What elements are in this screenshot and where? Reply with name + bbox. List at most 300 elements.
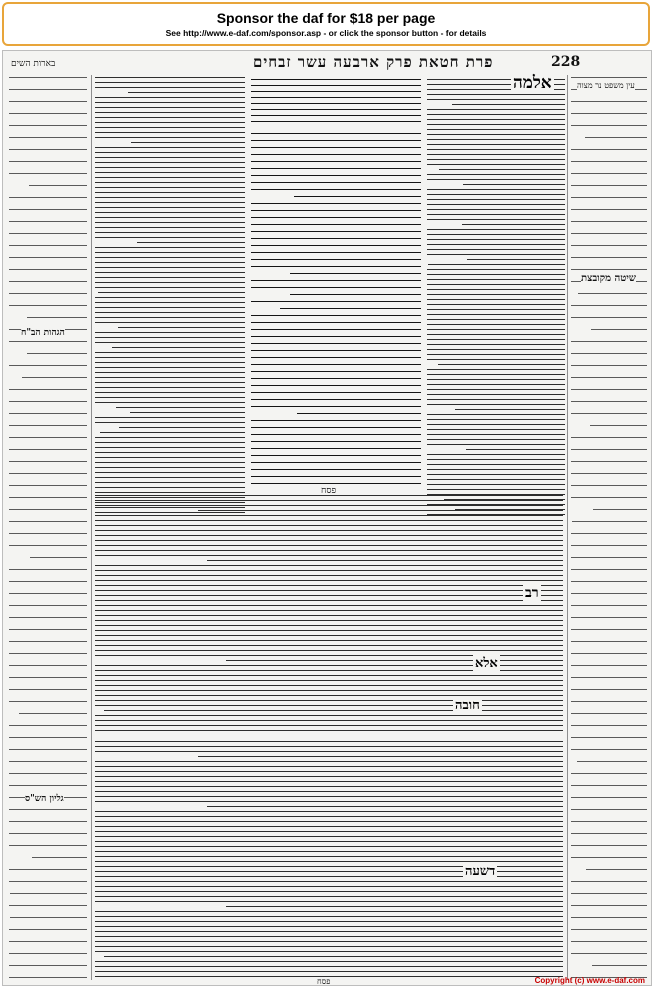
text-line <box>9 821 87 822</box>
text-line <box>95 685 563 686</box>
text-line <box>95 786 563 787</box>
text-line <box>427 94 565 95</box>
text-line <box>95 505 563 506</box>
text-line <box>95 172 245 173</box>
text-line <box>571 161 647 162</box>
text-line <box>571 305 647 306</box>
text-line <box>95 382 245 383</box>
shita-mekubetzet-label: שיטה מקובצת <box>581 273 636 284</box>
text-line <box>27 317 87 318</box>
text-line <box>22 377 87 378</box>
text-line <box>95 796 563 797</box>
text-line <box>9 437 87 438</box>
text-line <box>9 365 87 366</box>
text-line <box>427 164 565 165</box>
text-line <box>427 279 565 280</box>
text-line <box>571 917 647 918</box>
text-line <box>571 113 647 114</box>
text-line <box>427 339 565 340</box>
text-line <box>571 413 647 414</box>
page-title: פרת חטאת פרק ארבעה עשר זבחים <box>253 53 494 71</box>
text-line <box>571 377 647 378</box>
text-line <box>95 741 563 742</box>
text-line <box>571 797 647 798</box>
sponsor-banner-subtitle: See http://www.e-daf.com/sponsor.asp - or click the sponsor button - for details <box>165 28 487 38</box>
text-line <box>427 484 565 485</box>
text-line <box>251 315 421 316</box>
text-line <box>95 282 245 283</box>
text-line <box>571 677 647 678</box>
text-line <box>9 521 87 522</box>
text-line <box>251 217 421 218</box>
text-line <box>95 836 563 837</box>
text-line <box>95 886 563 887</box>
text-line <box>571 545 647 546</box>
text-line <box>9 269 87 270</box>
text-line <box>427 234 565 235</box>
text-line <box>571 629 647 630</box>
text-line <box>571 581 647 582</box>
sponsor-banner[interactable] <box>2 2 650 46</box>
text-line <box>427 369 565 370</box>
text-line <box>95 452 245 453</box>
text-line <box>463 184 565 185</box>
text-line <box>95 182 245 183</box>
commentary-bottom-block <box>95 739 563 979</box>
text-line <box>427 214 565 215</box>
text-line <box>95 535 563 536</box>
text-line <box>9 905 87 906</box>
text-line <box>571 833 647 834</box>
text-line <box>251 189 421 190</box>
text-line <box>95 891 563 892</box>
text-line <box>9 773 87 774</box>
text-line <box>95 650 563 651</box>
text-line <box>571 485 647 486</box>
text-line <box>119 427 245 428</box>
text-line <box>427 439 565 440</box>
text-line <box>251 121 421 122</box>
text-line <box>290 273 421 274</box>
text-line <box>9 809 87 810</box>
text-line <box>427 124 565 125</box>
text-line <box>19 713 87 714</box>
text-line <box>571 533 647 534</box>
text-line <box>10 893 87 894</box>
section-word-bottom: דשעה <box>465 864 496 879</box>
text-line <box>95 700 563 701</box>
text-line <box>571 701 647 702</box>
text-line <box>427 304 565 305</box>
text-line <box>571 737 647 738</box>
text-line <box>251 462 421 463</box>
talmud-page-scan <box>2 50 652 986</box>
text-line <box>571 269 647 270</box>
text-line <box>95 437 245 438</box>
text-line <box>427 479 565 480</box>
text-line <box>251 350 421 351</box>
text-line <box>95 227 245 228</box>
text-line <box>95 781 563 782</box>
text-line <box>9 233 87 234</box>
text-line <box>9 665 87 666</box>
text-line <box>571 437 647 438</box>
text-line <box>427 274 565 275</box>
text-line <box>251 133 421 134</box>
text-line <box>95 237 245 238</box>
text-line <box>9 257 87 258</box>
text-line <box>466 449 565 450</box>
text-line <box>95 332 245 333</box>
text-line <box>251 140 421 141</box>
text-line <box>95 87 245 88</box>
text-line <box>95 916 563 917</box>
text-line <box>427 179 565 180</box>
text-line <box>427 354 565 355</box>
text-line <box>251 168 421 169</box>
text-line <box>571 77 647 78</box>
text-line <box>427 299 565 300</box>
text-line <box>427 199 565 200</box>
text-line <box>571 821 647 822</box>
text-line <box>9 113 87 114</box>
text-line <box>9 653 87 654</box>
text-line <box>571 101 647 102</box>
text-line <box>98 292 245 293</box>
text-line <box>95 222 245 223</box>
text-line <box>427 329 565 330</box>
text-line <box>95 377 245 378</box>
text-line <box>571 641 647 642</box>
text-line <box>9 725 87 726</box>
text-line <box>571 209 647 210</box>
text-line <box>427 424 565 425</box>
text-line <box>251 91 421 92</box>
text-line <box>571 449 647 450</box>
text-line <box>9 761 87 762</box>
text-line <box>9 413 87 414</box>
text-line <box>427 149 565 150</box>
text-line <box>427 244 565 245</box>
text-line <box>592 965 647 966</box>
text-line <box>251 79 421 80</box>
text-line <box>95 442 245 443</box>
text-line <box>571 365 647 366</box>
text-line <box>95 931 563 932</box>
text-line <box>95 640 563 641</box>
text-line <box>427 284 565 285</box>
text-line <box>571 557 647 558</box>
gemara-header-block <box>251 77 421 127</box>
text-line <box>251 259 421 260</box>
text-line <box>9 425 87 426</box>
text-line <box>95 122 245 123</box>
section-word-ela: אלא <box>475 656 498 671</box>
text-line <box>95 272 245 273</box>
left-margin-column <box>9 75 87 980</box>
text-line <box>427 139 565 140</box>
text-line <box>577 761 647 762</box>
text-line <box>251 103 421 104</box>
text-line <box>9 737 87 738</box>
text-line <box>95 545 563 546</box>
text-line <box>571 941 647 942</box>
text-line <box>427 99 565 100</box>
text-line <box>29 185 88 186</box>
text-line <box>427 294 565 295</box>
text-line <box>251 175 421 176</box>
text-line <box>95 720 563 721</box>
text-line <box>95 322 245 323</box>
text-line <box>95 132 245 133</box>
text-line <box>95 342 245 343</box>
text-line <box>571 317 647 318</box>
text-line <box>95 137 245 138</box>
text-line <box>95 397 245 398</box>
text-line <box>95 555 563 556</box>
text-line <box>104 956 563 957</box>
text-line <box>297 413 421 414</box>
text-line <box>9 485 87 486</box>
text-line <box>95 317 245 318</box>
text-line <box>572 521 647 522</box>
text-line <box>9 533 87 534</box>
text-line <box>251 322 421 323</box>
text-line <box>95 462 245 463</box>
right-margin-column <box>571 75 647 980</box>
text-line <box>95 595 563 596</box>
text-line <box>571 725 647 726</box>
text-line <box>95 97 245 98</box>
text-line <box>427 209 565 210</box>
text-line <box>95 590 563 591</box>
text-line <box>95 630 563 631</box>
text-line <box>427 464 565 465</box>
text-line <box>9 173 87 174</box>
text-line <box>95 645 563 646</box>
text-line <box>251 378 421 379</box>
text-line <box>251 420 421 421</box>
text-line <box>118 327 246 328</box>
text-line <box>427 414 565 415</box>
text-line <box>95 472 245 473</box>
text-line <box>251 469 421 470</box>
text-line <box>9 149 87 150</box>
text-line <box>95 831 563 832</box>
text-line <box>95 675 563 676</box>
text-line <box>226 906 563 907</box>
text-line <box>9 845 87 846</box>
text-line <box>95 841 563 842</box>
text-line <box>9 929 87 930</box>
text-line <box>95 367 245 368</box>
text-line <box>95 297 245 298</box>
text-line <box>427 359 565 360</box>
text-line <box>280 308 421 309</box>
text-line <box>95 926 563 927</box>
text-line <box>9 977 87 978</box>
text-line <box>95 402 245 403</box>
text-line <box>590 425 647 426</box>
gilyon-label: גליון הש"ס <box>25 794 64 804</box>
text-line <box>9 125 87 126</box>
text-line <box>586 869 647 870</box>
text-line <box>251 448 421 449</box>
text-line <box>95 550 563 551</box>
text-line <box>95 107 245 108</box>
text-line <box>427 389 565 390</box>
text-line <box>9 569 87 570</box>
text-line <box>95 177 245 178</box>
text-line <box>9 305 87 306</box>
text-line <box>95 690 563 691</box>
text-line <box>95 337 245 338</box>
text-line <box>571 593 647 594</box>
text-line <box>571 653 647 654</box>
text-line <box>95 570 563 571</box>
text-line <box>439 169 565 170</box>
text-line <box>251 357 421 358</box>
text-line <box>95 540 563 541</box>
text-line <box>95 267 245 268</box>
text-line <box>9 965 87 966</box>
text-line <box>95 946 563 947</box>
text-line <box>9 545 87 546</box>
text-line <box>427 189 565 190</box>
text-line <box>95 352 245 353</box>
text-line <box>95 715 563 716</box>
text-line <box>9 449 87 450</box>
text-line <box>95 232 245 233</box>
text-line <box>95 971 563 972</box>
section-word: חובה <box>455 698 480 713</box>
text-line <box>251 441 421 442</box>
text-line <box>9 701 87 702</box>
text-line <box>427 114 565 115</box>
text-line <box>95 520 563 521</box>
text-line <box>9 101 87 102</box>
text-line <box>251 364 421 365</box>
text-line <box>95 730 563 731</box>
text-line <box>95 277 245 278</box>
text-line <box>251 182 421 183</box>
text-line <box>427 459 565 460</box>
text-line <box>251 385 421 386</box>
tosafot-column <box>95 75 245 515</box>
text-line <box>95 152 245 153</box>
text-line <box>571 389 647 390</box>
text-line <box>9 197 87 198</box>
text-line <box>9 137 87 138</box>
text-line <box>95 901 563 902</box>
text-line <box>427 419 565 420</box>
text-line <box>95 362 245 363</box>
text-line <box>130 412 246 413</box>
text-line <box>9 941 87 942</box>
text-line <box>427 314 565 315</box>
column-divider <box>567 75 568 980</box>
text-line <box>95 117 245 118</box>
text-line <box>198 756 563 757</box>
text-line <box>251 109 421 110</box>
text-line <box>95 605 563 606</box>
text-line <box>571 185 647 186</box>
text-line <box>9 785 87 786</box>
text-line <box>427 454 565 455</box>
text-line <box>251 476 421 477</box>
text-line <box>95 851 563 852</box>
text-line <box>251 301 421 302</box>
text-line <box>251 252 421 253</box>
text-line <box>95 575 563 576</box>
text-line <box>427 239 565 240</box>
text-line <box>95 207 245 208</box>
text-line <box>427 159 565 160</box>
text-line <box>95 776 563 777</box>
ein-mishpat-label: עין משפט נר מצוה <box>577 81 635 90</box>
text-line <box>427 434 565 435</box>
text-line <box>251 483 421 484</box>
text-line <box>571 617 647 618</box>
text-line <box>116 407 245 408</box>
sponsor-banner-title[interactable]: Sponsor the daf for $18 per page <box>216 10 436 26</box>
text-line <box>95 312 245 313</box>
text-line <box>251 203 421 204</box>
text-line <box>95 936 563 937</box>
text-line <box>9 401 87 402</box>
text-line <box>427 324 565 325</box>
text-line <box>427 384 565 385</box>
text-line <box>95 500 563 501</box>
text-line <box>9 281 87 282</box>
text-line <box>427 474 565 475</box>
center-marker: פסח <box>321 486 337 496</box>
text-line <box>95 565 563 566</box>
text-line <box>95 477 245 478</box>
text-line <box>95 961 563 962</box>
text-line <box>95 147 245 148</box>
text-line <box>198 510 563 511</box>
text-line <box>95 247 245 248</box>
text-line <box>251 371 421 372</box>
text-line <box>95 167 245 168</box>
text-line <box>95 202 245 203</box>
copyright-link[interactable]: Copyright (c) www.e-daf.com <box>534 976 645 985</box>
text-line <box>9 869 87 870</box>
text-line <box>95 77 245 78</box>
text-line <box>251 224 421 225</box>
text-line <box>251 329 421 330</box>
text-line <box>95 625 563 626</box>
text-line <box>95 615 563 616</box>
text-line <box>9 641 87 642</box>
text-line <box>251 343 421 344</box>
text-line <box>427 219 565 220</box>
text-line <box>427 309 565 310</box>
text-line <box>95 82 245 83</box>
text-line <box>571 341 647 342</box>
text-line <box>30 557 87 558</box>
text-line <box>251 85 421 86</box>
text-line <box>9 629 87 630</box>
text-line <box>137 242 245 243</box>
text-line <box>427 129 565 130</box>
text-line <box>95 192 245 193</box>
text-line <box>427 399 565 400</box>
text-line <box>95 896 563 897</box>
text-line <box>9 749 87 750</box>
text-line <box>207 560 563 561</box>
